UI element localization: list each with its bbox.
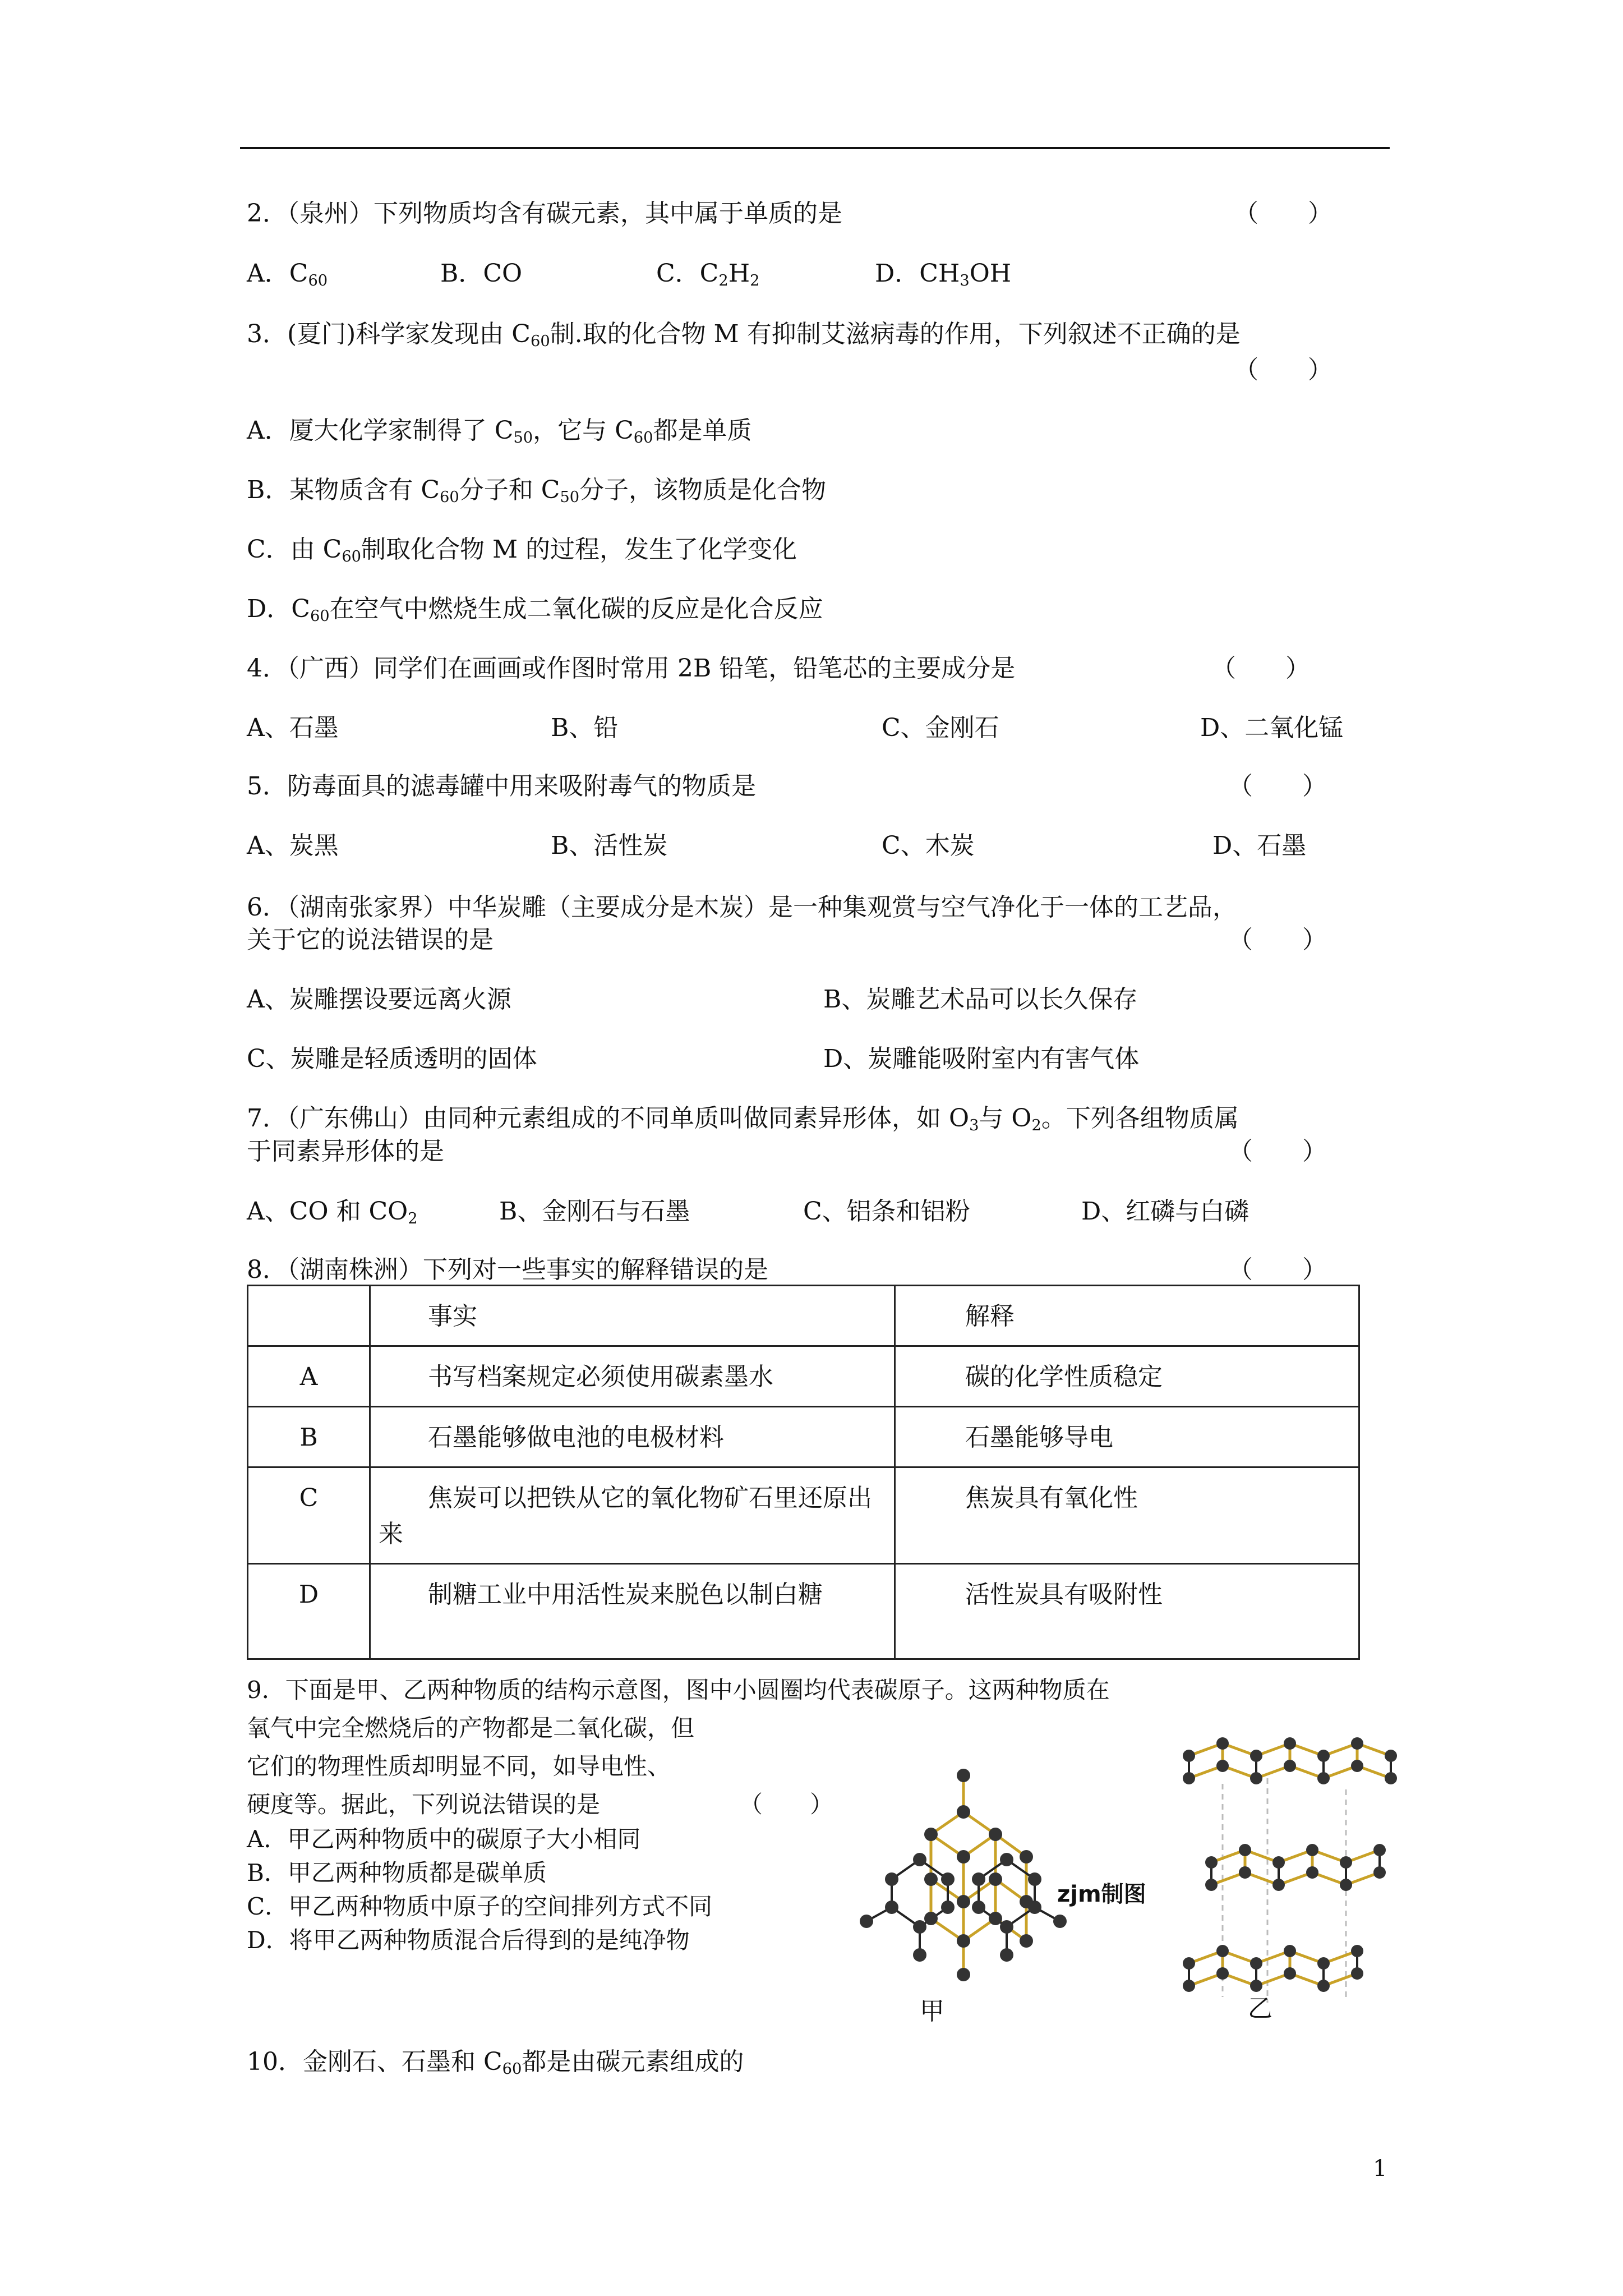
q6-option-d: D、炭雕能吸附室内有害气体 bbox=[823, 1045, 1140, 1073]
q7-option-b: B、金刚石与石墨 bbox=[499, 1197, 690, 1226]
figure-caption-jia: 甲 bbox=[920, 1997, 944, 2026]
table-row-fact: 制糖工业中用活性炭来脱色以制白糖 bbox=[370, 1564, 895, 1659]
table-header-row bbox=[248, 1286, 1359, 1346]
graphite-structure-yi bbox=[1183, 1737, 1397, 2003]
q8-answer-bracket: （ ） bbox=[1228, 1255, 1327, 1284]
table-header-explanation: 解释 bbox=[895, 1286, 1359, 1346]
q7-stem-line1: 7．（广东佛山）由同种元素组成的不同单质叫做同素异形体，如 $O_3$与 $O_2$。下列各组物质属 bbox=[247, 1104, 1239, 1134]
table-row-label: B bbox=[248, 1407, 370, 1467]
q5-option-d: D、石墨 bbox=[1212, 831, 1307, 860]
q9-stem-line4: 硬度等。据此，下列说法错误的是 bbox=[247, 1791, 601, 1818]
header-rule bbox=[240, 147, 1390, 149]
table-row-fact: 石墨能够做电池的电极材料 bbox=[370, 1407, 895, 1467]
q2-stem: 2．（泉州）下列物质均含有碳元素，其中属于单质的是 bbox=[247, 199, 842, 228]
q9-stem-line2: 氧气中完全燃烧后的产物都是二氧化碳，但 bbox=[247, 1714, 695, 1742]
table-row-label: D bbox=[248, 1564, 370, 1659]
table-row-label: C bbox=[248, 1467, 370, 1564]
page-number: 1 bbox=[1373, 2156, 1387, 2182]
q7-stem-line2: 于同素异形体的是 bbox=[247, 1137, 444, 1166]
q7-answer-bracket: （ ） bbox=[1228, 1137, 1327, 1166]
q5-option-a: A、炭黑 bbox=[247, 831, 339, 860]
q4-option-a: A、石墨 bbox=[247, 714, 339, 742]
table-row-explanation: 碳的化学性质稳定 bbox=[895, 1346, 1359, 1407]
q4-option-d: D、二氧化锰 bbox=[1200, 714, 1344, 742]
q7-option-a: A、CO 和 $CO_2$ bbox=[247, 1197, 418, 1227]
q9-option-d: D．将甲乙两种物质混合后得到的是纯净物 bbox=[247, 1926, 690, 1954]
q5-answer-bracket: （ ） bbox=[1228, 772, 1327, 800]
q9-stem-line1: 9．下面是甲、乙两种物质的结构示意图，图中小圆圈均代表碳原子。这两种物质在 bbox=[247, 1676, 1110, 1704]
q3-option-c: C．由 $C_{60}$制取化合物 M 的过程，发生了化学变化 bbox=[247, 535, 797, 565]
q8-stem: 8．（湖南株洲）下列对一些事实的解释错误的是 bbox=[247, 1255, 768, 1284]
q9-structure-figure bbox=[841, 1733, 1408, 2036]
q4-stem: 4．（广西）同学们在画画或作图时常用 2B 铅笔，铅笔芯的主要成分是 bbox=[247, 654, 1016, 683]
table-row-explanation: 焦炭具有氧化性 bbox=[895, 1467, 1359, 1564]
table-row bbox=[248, 1564, 1359, 1659]
q10-stem: 10．金刚石、石墨和 $C_{60}$都是由碳元素组成的 bbox=[247, 2047, 744, 2078]
q6-option-c: C、炭雕是轻质透明的固体 bbox=[247, 1045, 537, 1073]
q7-option-c: C、铝条和铝粉 bbox=[803, 1197, 970, 1226]
q9-option-a: A．甲乙两种物质中的碳原子大小相同 bbox=[247, 1825, 641, 1853]
q3-answer-bracket: （ ） bbox=[1234, 356, 1332, 384]
q9-stem-line3: 它们的物理性质却明显不同，如导电性、 bbox=[247, 1752, 671, 1780]
q3-stem: 3．(夏门)科学家发现由 $C_{60}$制.取的化合物 M 有抑制艾滋病毒的作用，下列叙述不正确的是 bbox=[247, 320, 1241, 350]
q2-option-a: A．$C_{60}$ bbox=[247, 259, 328, 289]
q4-answer-bracket: （ ） bbox=[1211, 654, 1310, 683]
q4-option-b: B、铅 bbox=[551, 714, 619, 742]
table-row bbox=[248, 1467, 1359, 1564]
q5-option-b: B、活性炭 bbox=[551, 831, 668, 860]
q3-option-d: D．$C_{60}$在空气中燃烧生成二氧化碳的反应是化合反应 bbox=[247, 595, 823, 625]
q9-option-b: B．甲乙两种物质都是碳单质 bbox=[247, 1859, 547, 1887]
q9-option-c: C．甲乙两种物质中原子的空间排列方式不同 bbox=[247, 1893, 713, 1920]
q6-stem-line1: 6．（湖南张家界）中华炭雕（主要成分是木炭）是一种集观赏与空气净化于一体的工艺品， bbox=[247, 893, 1237, 922]
table-row-fact: 书写档案规定必须使用碳素墨水 bbox=[370, 1346, 895, 1407]
table-header-fact: 事实 bbox=[370, 1286, 895, 1346]
q3-option-b: B．某物质含有 $C_{60}$分子和 $C_{50}$分子，该物质是化合物 bbox=[247, 476, 827, 506]
q2-answer-bracket: （ ） bbox=[1234, 199, 1332, 228]
q6-option-a: A、炭雕摆设要远离火源 bbox=[247, 985, 511, 1014]
table-row-label: A bbox=[248, 1346, 370, 1407]
q2-option-b: B．CO bbox=[440, 259, 523, 288]
q4-option-c: C、金刚石 bbox=[882, 714, 999, 742]
q3-option-a: A．厦大化学家制得了 $C_{50}$，它与 $C_{60}$都是单质 bbox=[247, 416, 752, 447]
table-row-explanation: 活性炭具有吸附性 bbox=[895, 1564, 1359, 1659]
q9-answer-bracket: （ ） bbox=[739, 1791, 834, 1818]
q7-option-d: D、红磷与白磷 bbox=[1081, 1197, 1249, 1226]
q6-option-b: B、炭雕艺术品可以长久保存 bbox=[823, 985, 1138, 1014]
table-row-explanation: 石墨能够导电 bbox=[895, 1407, 1359, 1467]
q6-answer-bracket: （ ） bbox=[1228, 926, 1327, 954]
figure-watermark: zjm制图 bbox=[1057, 1881, 1146, 1907]
q5-stem: 5．防毒面具的滤毒罐中用来吸附毒气的物质是 bbox=[247, 772, 756, 800]
table-row bbox=[248, 1346, 1359, 1407]
q2-option-c: C．$C_2H_2$ bbox=[656, 259, 760, 289]
figure-caption-yi: 乙 bbox=[1248, 1994, 1272, 2023]
table-header-label bbox=[248, 1286, 370, 1346]
q6-stem-line2: 关于它的说法错误的是 bbox=[247, 926, 494, 954]
q5-option-c: C、木炭 bbox=[882, 831, 975, 860]
q2-option-d: D．$CH_3OH$ bbox=[875, 259, 1012, 289]
table-row bbox=[248, 1407, 1359, 1467]
table-row-fact: 焦炭可以把铁从它的氧化物矿石里还原出来 bbox=[370, 1467, 895, 1564]
q8-table bbox=[247, 1285, 1360, 1660]
